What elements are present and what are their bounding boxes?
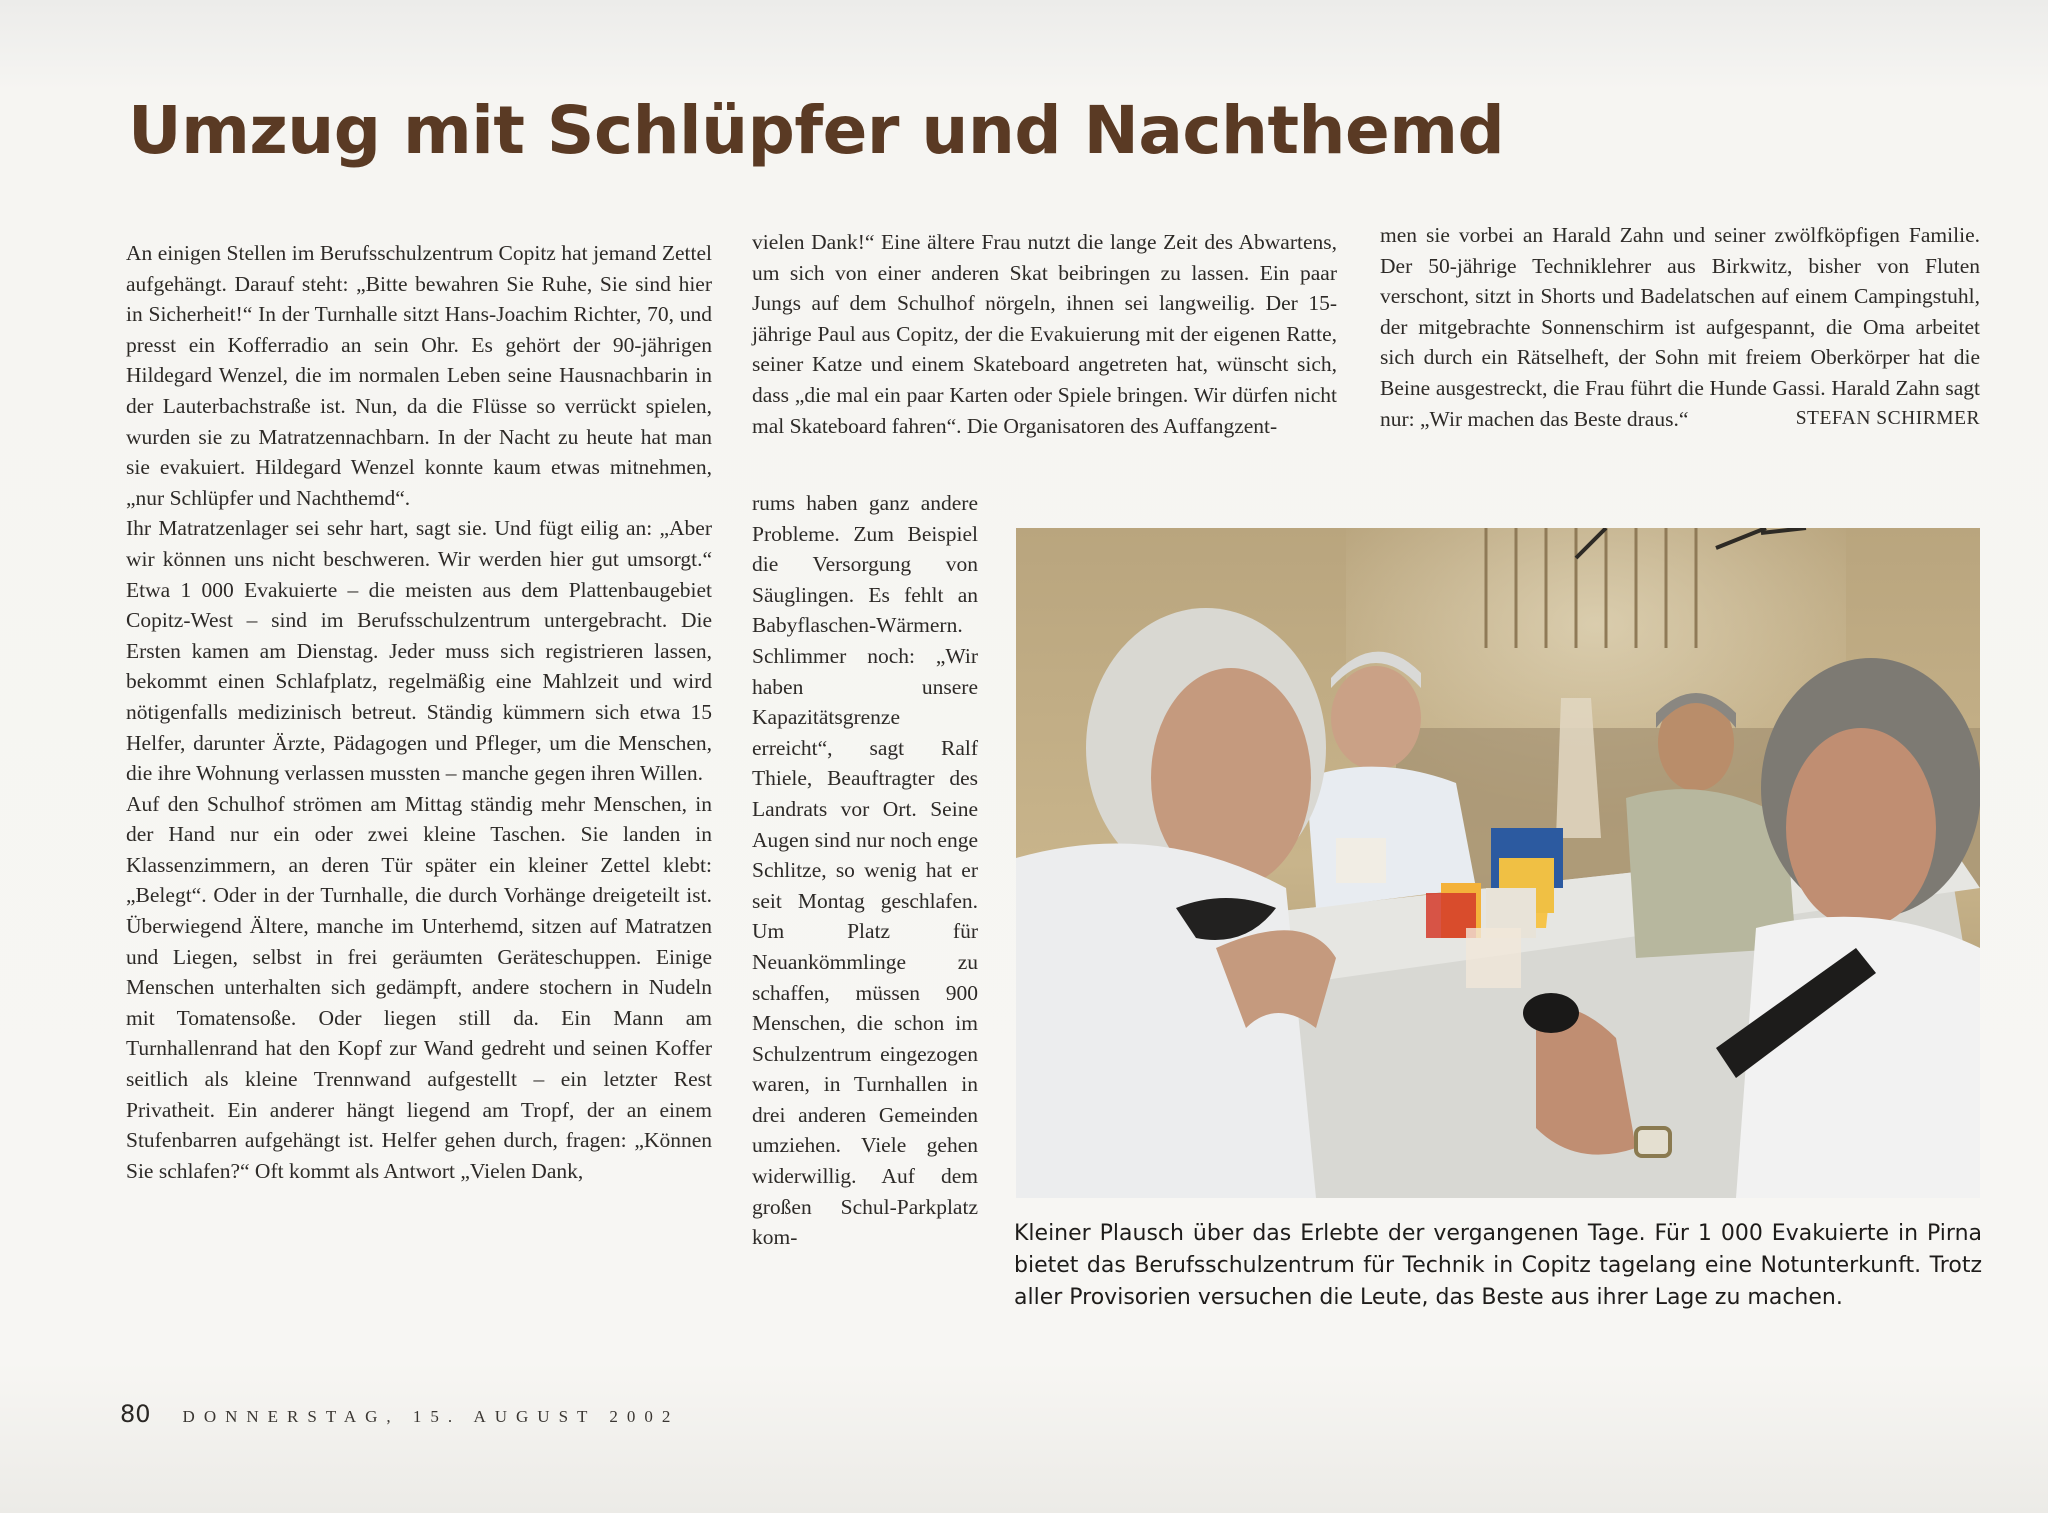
article-column-3 bbox=[1380, 220, 1980, 434]
article-headline: Umzug mit Schlüpfer und Nachthemd bbox=[128, 92, 1505, 169]
issue-date: DONNERSTAG, 15. AUGUST 2002 bbox=[182, 1407, 680, 1426]
paragraph bbox=[1380, 220, 1980, 434]
paragraph: vielen Dank!“ Eine ältere Frau nutzt die lange Zeit des Abwartens, um sich von einer anderen Skat beibringen zu lassen. Ein paar Jungs auf dem Schulhof nörgeln, ihnen sei langweilig. Der 15-jährige Paul aus Copitz, der die Evakuierung mit der eigenen Ratte, seiner Katze und einem Skateboard angetreten hat, wünscht sich, dass „die mal ein paar Karten oder Spiele bringen. Wir dürfen nicht mal Skateboard fahren“. Die Organisatoren des Auffangzent- bbox=[752, 230, 1337, 438]
photo-illustration bbox=[1016, 528, 1980, 1198]
article-column-1 bbox=[126, 238, 712, 1186]
page-footer bbox=[120, 1400, 679, 1430]
paragraph: Schlimmer noch: „Wir haben unsere Kapazitätsgrenze erreicht“, sagt Ralf Thiele, Beauftragter des Landrats vor Ort. Seine Augen sind nur noch enge Schlitze, so wenig hat er seit Montag geschlafen. Um Platz für Neuankömmlinge zu schaffen, müssen 900 Menschen, die schon im Schulzentrum eingezogen waren, in Turnhallen in drei anderen Gemeinden umziehen. Viele gehen widerwillig. Auf dem großen Schul-Parkplatz kom- bbox=[752, 643, 978, 1250]
paragraph: An einigen Stellen im Berufsschulzentrum Copitz hat jemand Zettel aufgehängt. Darauf steht: „Bitte bewahren Sie Ruhe, Sie sind hier in Sicherheit!“ In der Turnhalle sitzt Hans-Joachim Richter, 70, und presst ein Kofferradio an sein Ohr. Es gehört der 90-jährigen Hildegard Wenzel, die im normalen Leben seine Hausnachbarin in der Lauterbachstraße ist. Nun, da die Flüsse so verrückt spielen, wurden sie zu Matratzennachbarn. In der Nacht zu heute hat man sie evakuiert. Hildegard Wenzel konnte kaum etwas mitnehmen, „nur Schlüpfer und Nachthemd“. bbox=[126, 241, 712, 510]
article-column-2-wide bbox=[752, 227, 1337, 441]
paragraph: Ihr Matratzenlager sei sehr hart, sagt sie. Und fügt eilig an: „Aber wir können uns nicht beschweren. Wir werden hier gut umsorgt.“ Etwa 1 000 Evakuierte – die meisten aus dem Plattenbaugebiet Copitz-West – sind im Berufsschulzentrum untergebracht. Die Ersten kamen am Dienstag. Jeder muss sich registrieren lassen, bekommt einen Schlafplatz, regelmäßig eine Mahlzeit und wird nötigenfalls medizinisch betreut. Ständig kümmern sich etwa 15 Helfer, darunter Ärzte, Pädagogen und Pfleger, um die Menschen, die ihre Wohnung verlassen mussten – manche gegen ihren Willen. bbox=[126, 516, 712, 786]
paragraph-text: men sie vorbei an Harald Zahn und seiner zwölfköpfigen Familie. Der 50-jährige Techniklehrer aus Birkwitz, bisher von Fluten verschont, sitzt in Shorts und Badelatschen auf einem Campingstuhl, der mitgebrachte Sonnenschirm ist aufgespannt, die Oma arbeitet sich durch ein Rätselheft, der Sohn mit freiem Oberkörper hat die Beine ausgestreckt, die Frau führt die Hunde Gassi. Harald Zahn sagt nur: „Wir machen das Beste draus.“ bbox=[1380, 223, 1980, 431]
author-byline: STEFAN SCHIRMER bbox=[1795, 407, 1980, 429]
article-photo bbox=[1016, 528, 1980, 1198]
article-column-2-narrow bbox=[752, 488, 978, 1253]
page-number: 80 bbox=[120, 1400, 151, 1428]
photo-caption: Kleiner Plausch über das Erlebte der vergangenen Tage. Für 1 000 Evakuierte in Pirna bietet das Berufsschulzentrum für Technik in Copitz tagelang eine Notunterkunft. Trotz aller Provisorien versuchen die Leute, das Beste aus ihrer Lage zu machen. bbox=[1014, 1221, 1982, 1310]
paragraph: rums haben ganz andere Probleme. Zum Beispiel die Versorgung von Säuglingen. Es fehlt an Babyflaschen-Wärmern. bbox=[752, 491, 978, 638]
paragraph: Auf den Schulhof strömen am Mittag ständig mehr Menschen, in der Hand nur ein oder zwei kleine Taschen. Sie landen in Klassenzimmern, an deren Tür später ein kleiner Zettel klebt: „Belegt“. Oder in der Turnhalle, die durch Vorhänge dreigeteilt ist. Überwiegend Ältere, manche im Unterhemd, sitzen auf Matratzen und Liegen, selbst in frei geräumten Geräteschuppen. Einige Menschen unterhalten sich gedämpft, andere stochern in Nudeln mit Tomatensoße. Oder liegen still da. Ein Mann am Turnhallenrand hat den Kopf zur Wand gedreht und seinen Koffer seitlich als kleine Trennwand aufgestellt – ein letzter Rest Privatheit. Ein anderer hängt liegend am Tropf, der an einem Stufenbarren aufgehängt ist. Helfer gehen durch, fragen: „Können Sie schlafen?“ Oft kommt als Antwort „Vielen Dank, bbox=[126, 791, 712, 1183]
